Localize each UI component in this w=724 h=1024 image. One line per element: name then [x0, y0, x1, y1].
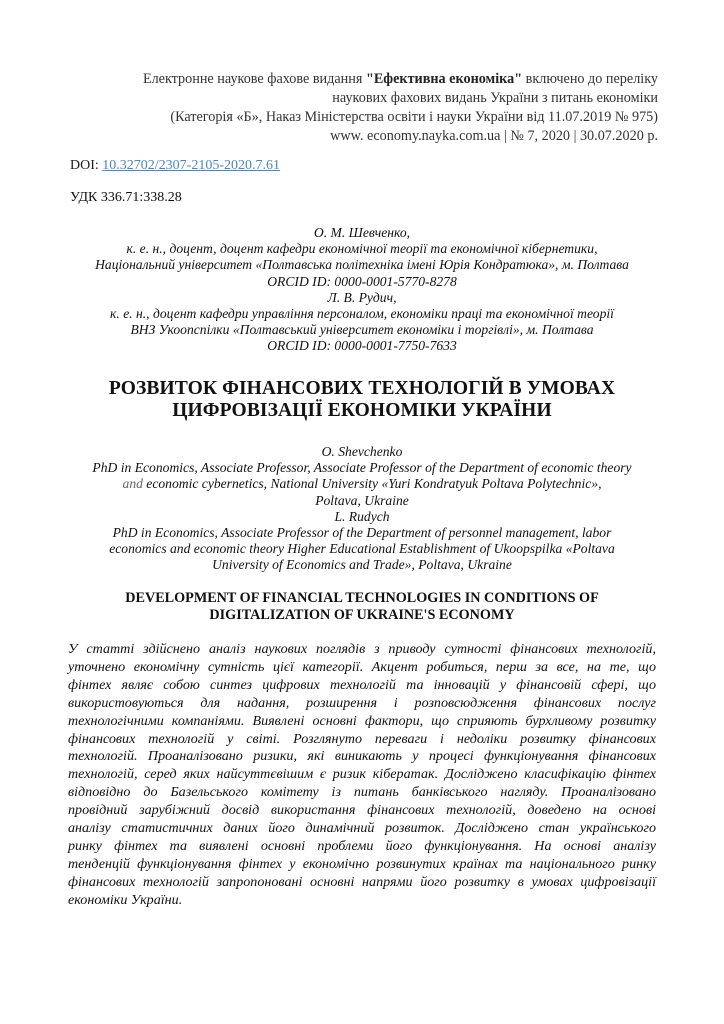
author-affiliation: Національний університет «Полтавська політехніка імені Юрія Кондратюка», м. Полтава — [95, 257, 629, 273]
journal-issue-info: www. economy.nayka.com.ua | № 7, 2020 | 30.07.2020 р. — [330, 128, 658, 144]
author-position: к. е. н., доцент кафедри управління персоналом, економіки праці та економічної теорії — [110, 306, 614, 322]
journal-name: "Ефективна економіка" — [365, 71, 523, 87]
author-name: Л. В. Рудич, — [327, 289, 397, 305]
abstract-line: фінансових технологій запропоновані основні напрями його розвитку в умовах цифровізації — [68, 873, 656, 890]
abstract-line: технологічними компаніями. Виявлені основні фактори, що сприяють бурхливому розвитку — [68, 712, 656, 729]
abstract-line: використовуються для надання, розширення і розповсюдження фінансових послуг — [68, 694, 656, 711]
authors-ukrainian — [60, 225, 664, 355]
author-position: к. е. н., доцент, доцент кафедри економічної теорії та економічної кібернетики, — [126, 241, 598, 257]
abstract-line: фінтех являє собою синтез цифрових технологій та інновацій у фінансовій сфері, що — [68, 676, 656, 693]
author-orcid: ORCID ID: 0000-0001-5770-8278 — [267, 273, 457, 289]
abstract-line: У статті здійснено аналіз наукових поглядів з приводу сутності фінансових технологій, — [68, 641, 656, 657]
author-location: Poltava, Ukraine — [315, 492, 409, 508]
author-orcid: ORCID ID: 0000-0001-7750-7633 — [267, 338, 457, 354]
journal-header-line-2: наукових фахових видань України з питань економіки — [332, 90, 658, 106]
title-line: РОЗВИТОК ФІНАНСОВИХ ТЕХНОЛОГІЙ В УМОВАХ — [108, 378, 616, 399]
article-title-english — [60, 590, 664, 623]
author-affiliation-text: economic cybernetics, National University «Yuri Kondratyuk Poltava Polytechnic», — [142, 476, 602, 492]
author-name: О. М. Шевченко, — [313, 225, 411, 240]
journal-header-text: включено до переліку — [522, 71, 658, 87]
abstract-line: фінансових технологій у світі. Розглянуто переваги і недоліки розвитку фінансових — [68, 730, 656, 747]
doi-link[interactable]: 10.32702/2307-2105-2020.7.61 — [102, 158, 280, 173]
author-name: O. Shevchenko — [321, 444, 403, 459]
title-line: ЦИФРОВІЗАЦІЇ ЕКОНОМІКИ УКРАЇНИ — [172, 400, 552, 421]
author-name: L. Rudych — [334, 508, 390, 524]
journal-header-line-1 — [58, 70, 658, 89]
abstract-line: ринку фінтех та виявлені основні проблеми його функціонування. На основі аналізу — [68, 837, 656, 854]
title-line: DIGITALIZATION OF UKRAINE'S ECONOMY — [209, 606, 515, 623]
abstract-line: відповідно до Базельського комітету із питань банківського нагляду. Проаналізовано — [68, 784, 656, 801]
journal-header-line-3: (Категорія «Б», Наказ Міністерства освіти і науки України від 11.07.2019 № 975) — [170, 109, 658, 125]
author-position: PhD in Economics, Associate Professor, Associate Professor of the Department of economic theory — [92, 460, 632, 476]
abstract-ukrainian — [68, 641, 656, 910]
article-title-ukrainian — [60, 378, 664, 422]
doi-label: DOI: — [70, 158, 103, 173]
author-affiliation: economics and economic theory Higher Educational Establishment of Ukoopspilka «Poltava — [109, 541, 615, 557]
journal-header-text: Електронне наукове фахове видання — [142, 71, 366, 87]
author-position: PhD in Economics, Associate Professor of the Department of personnel management, labor — [112, 525, 612, 541]
doi-line — [70, 158, 280, 174]
author-affiliation — [60, 476, 664, 492]
abstract-line: уточнено економічну сутність цієї категорії. Акцент робиться, перш за все, на те, що — [68, 658, 656, 675]
abstract-line: технологій, серед яких найсуттєвішим є ризик кібератак. Досліджено класифікацію фінтех — [68, 766, 656, 783]
udk-code: УДК 336.71:338.28 — [70, 190, 182, 205]
abstract-line: тенденцій функціонування фінтех у економічно розвинутих країнах та національного ринку — [68, 855, 656, 872]
journal-header — [58, 70, 658, 146]
author-affiliation-text: and — [122, 476, 143, 492]
author-affiliation: University of Economics and Trade», Poltava, Ukraine — [212, 557, 512, 573]
title-line: DEVELOPMENT OF FINANCIAL TECHNOLOGIES IN CONDITIONS OF — [125, 590, 599, 606]
abstract-line: аналізу статистичних даних його динамічний розвиток. Досліджено стан українського — [68, 820, 656, 837]
abstract-line: провідний зарубіжний досвід використання фінансових технологій, доведено на основі — [68, 802, 656, 819]
abstract-line: технологій. Проаналізовано ризики, які виникають у процесі функціонування фінансових — [68, 748, 656, 765]
authors-english — [60, 444, 664, 574]
author-affiliation: ВНЗ Укоопспілки «Полтавський університет економіки і торгівлі», м. Полтава — [130, 322, 594, 338]
abstract-line: економіки України. — [68, 891, 183, 908]
